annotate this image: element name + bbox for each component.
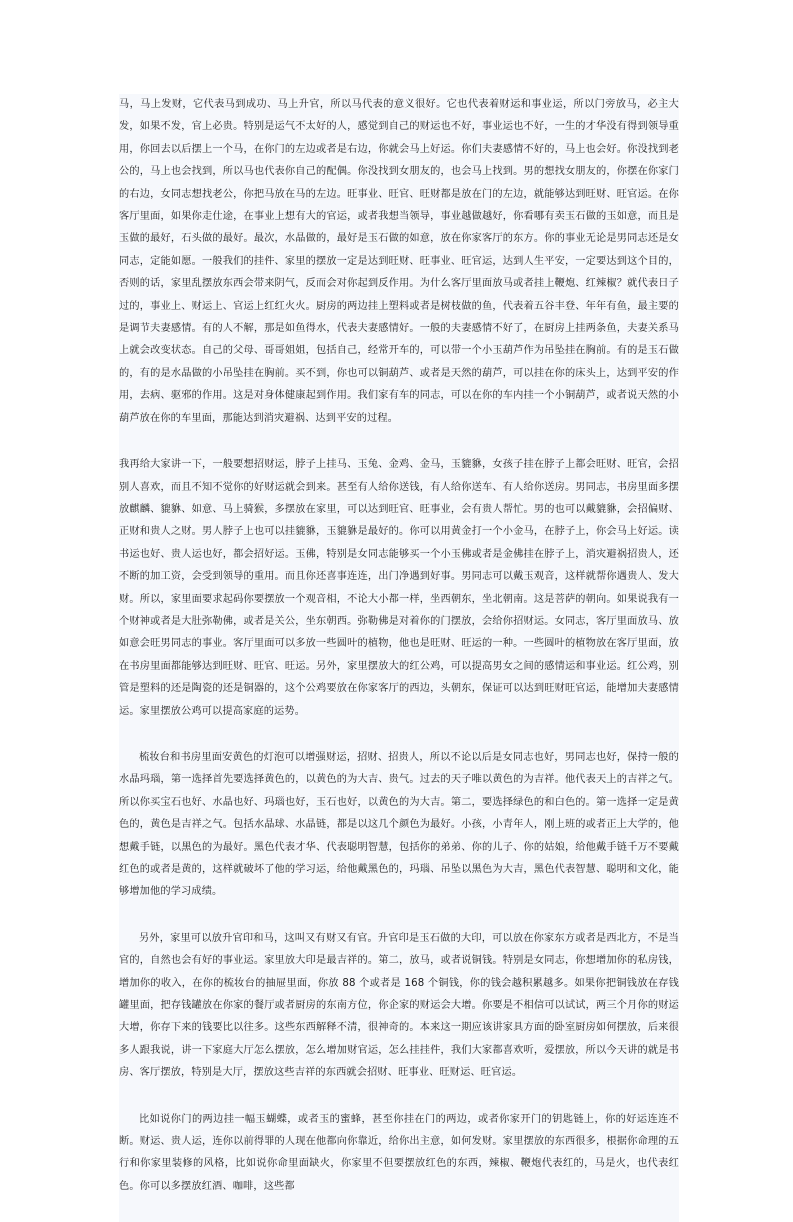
paragraph-horse-fortune: 马，马上发财，它代表马到成功、马上升官，所以马代表的意义很好。它也代表着财运和事业运，所以门旁放马，必主大发，如果不发，官上必贵。特别是运气不太好的人，感觉到自己的财运也不好，事业运也不好，一生的才华没有得到领导重用，你回去以后摆上一个马，在你门的左边或者是右边，你就会马上好运。你们夫妻感情不好的，马上也会好。你没找到老公的，马上也会找到，所以马也代表你自己的配偶。你没找到女朋友的，也会马上找到。男的想找女朋友的，你摆在你家门的右边，女同志想找老公，你把马放在马的左边。旺事业、旺官、旺财都是放在门的左边，就能够达到旺财、旺官运。在你客厅里面，如果你走仕途，在事业上想有大的官运，或者我想当领导，事业越做越好，你看哪有卖玉石做的玉如意，而且是玉做的最好，石头做的最好。最次，水晶做的，最好是玉石做的如意，放在你家客厅的东方。你的事业无论是男同志还是女同志，定能如愿。一般我们的挂件、家里的摆放一定是达到旺财、旺事业、旺官运，达到人生平安，一定要达到这个目的，否则的话，家里乱摆放东西会带来阴气，反而会对你起到反作用。为什么客厅里面放马或者挂上鞭炮、红辣椒？就代表日子过的，事业上、财运上、官运上红红火火。厨房的两边挂上塑料或者是树枝做的鱼，代表着五谷丰登、年年有鱼，最主要的是调节夫妻感情。有的人不解，那是如鱼得水，代表夫妻感情好。一般的夫妻感情不好了，在厨房上挂两条鱼，夫妻关系马上就会改变状态。自己的父母、哥哥姐姐，包括自己，经常开车的，可以带一个小玉葫芦作为吊坠挂在胸前。有的是玉石做的，有的是水晶做的小吊坠挂在胸前。买不到，你也可以铜葫芦、或者是天然的葫芦，可以挂在你的床头上，达到平安的作用，去病、驱邪的作用。这是对身体健康起到作用。我们家有车的同志，可以在你的车内挂一个小铜葫芦，或者说天然的小葫芦放在你的车里面，那能达到消灾避祸、达到平安的过程。 [119, 99, 679, 424]
document-body [119, 94, 679, 1222]
paragraph-wealth-pendants: 我再给大家讲一下，一般要想招财运，脖子上挂马、玉兔、金鸡、金马，玉貔貅，女孩子挂在脖子上都会旺财、旺官，会招别人喜欢，而且不知不觉你的好财运就会到来。甚至有人给你送钱，有人给你送车、有人给你送房。男同志，书房里面多摆放麒麟、貔貅、如意、马上骑猴，多摆放在家里，可以达到旺官、旺事业，会有贵人帮忙。男的也可以戴貔貅，会招偏财、正财和贵人之财。男人脖子上也可以挂貔貅，玉貔貅是最好的。你可以用黄金打一个小金马，在脖子上，你会马上好运。读书运也好、贵人运也好，都会招好运。玉佛，特别是女同志能够买一个小玉佛或者是金佛挂在脖子上，消灾避祸招贵人，还不断的加工资，会受到领导的重用。而且你还喜事连连，出门净遇到好事。男同志可以戴玉观音，这样就帮你遇贵人、发大财。所以，家里面要求起码你要摆放一个观音相，不论大小都一样，坐西朝东，坐北朝南。这是菩萨的朝向。如果说我有一个财神或者是大肚弥勒佛，或者是关公，坐东朝西。弥勒佛是对着你的门摆放，会给你招财运。女同志，客厅里面放马、放如意会旺男同志的事业。客厅里面可以多放一些圆叶的植物，他也是旺财、旺运的一种。一些圆叶的植物放在客厅里面，放在书房里面都能够达到旺财、旺官、旺运。另外，家里摆放大的红公鸡，可以提高男女之间的感情运和事业运。红公鸡，别管是塑料的还是陶瓷的还是铜器的，这个公鸡要放在你家客厅的西边，头朝东，保证可以达到旺财旺官运，能增加夫妻感情运。家里摆放公鸡可以提高家庭的运势。 [119, 459, 679, 717]
paragraph-jade-butterfly: 比如说你门的两边挂一幅玉蝴蝶，或者玉的蜜蜂，甚至你挂在门的两边，或者你家开门的钥匙链上，你的好运连连不断。财运、贵人运，连你以前得罪的人现在他都向你靠近，给你出主意，如何发财。家里摆放的东西很多，根据你命理的五行和你家里装修的风格，比如说你命里面缺火，你家里不但要摆放红色的东西，辣椒、鞭炮代表红的，马是火，也代表红色。你可以多摆放红酒、咖啡，这些都 [119, 1113, 679, 1192]
paragraph-official-seal: 另外，家里可以放升官印和马，这叫又有财又有官。升官印是玉石做的大印，可以放在你家东方或者是西北方，不是当官的，自然也会有好的事业运。家里放大印是最吉祥的。第二，放马，或者说铜钱。特别是女同志，你想增加你的私房钱，增加你的收入，在你的梳妆台的抽屉里面，你放 88 个或者是 168 个铜钱，你的钱会越积累越多。如果你把铜钱放在存钱罐里面，把存钱罐放在你家的餐厅或者厨房的东南方位，你企家的财运会大增。你要是不相信可以试试，两三个月你的财运大增，你存下来的钱要比以往多。这些东西解释不清，很神奇的。本来这一期应该讲家具方面的卧室厨房如何摆放，后来很多人跟我说，讲一下家庭大厅怎么摆放，怎么增加财官运，怎么挂挂件，我们大家都喜欢听，爱摆放，所以今天讲的就是书房、客厅摆放，特别是大厅，摆放这些吉祥的东西就会招财、旺事业、旺财运、旺官运。 [119, 932, 679, 1079]
paragraph-yellow-colors: 梳妆台和书房里面安黄色的灯泡可以增强财运，招财、招贵人，所以不论以后是女同志也好，男同志也好，保持一般的水晶玛瑙，第一选择首先要选择黄色的，以黄色的为大吉、贵气。过去的天子唯以黄色的为吉祥。他代表天上的吉祥之气。所以你买宝石也好、水晶也好、玛瑙也好，玉石也好，以黄色的为大吉。第二，要选择绿色的和白色的。第一选择一定是黄色的，黄色是吉祥之气。包括水晶球、水晶链，都是以这几个颜色为最好。小孩，小青年人，刚上班的或者正上大学的，他想戴手链，以黑色的为最好。黑色代表才华、代表聪明智慧，包括你的弟弟、你的儿子、你的姑娘，给他戴手链千万不要戴红色的或者是黄的，这样就破坏了他的学习运，给他戴黑色的，玛瑙、吊坠以黑色为大吉，黑色代表智慧、聪明和文化，能够增加他的学习成绩。 [119, 751, 679, 898]
